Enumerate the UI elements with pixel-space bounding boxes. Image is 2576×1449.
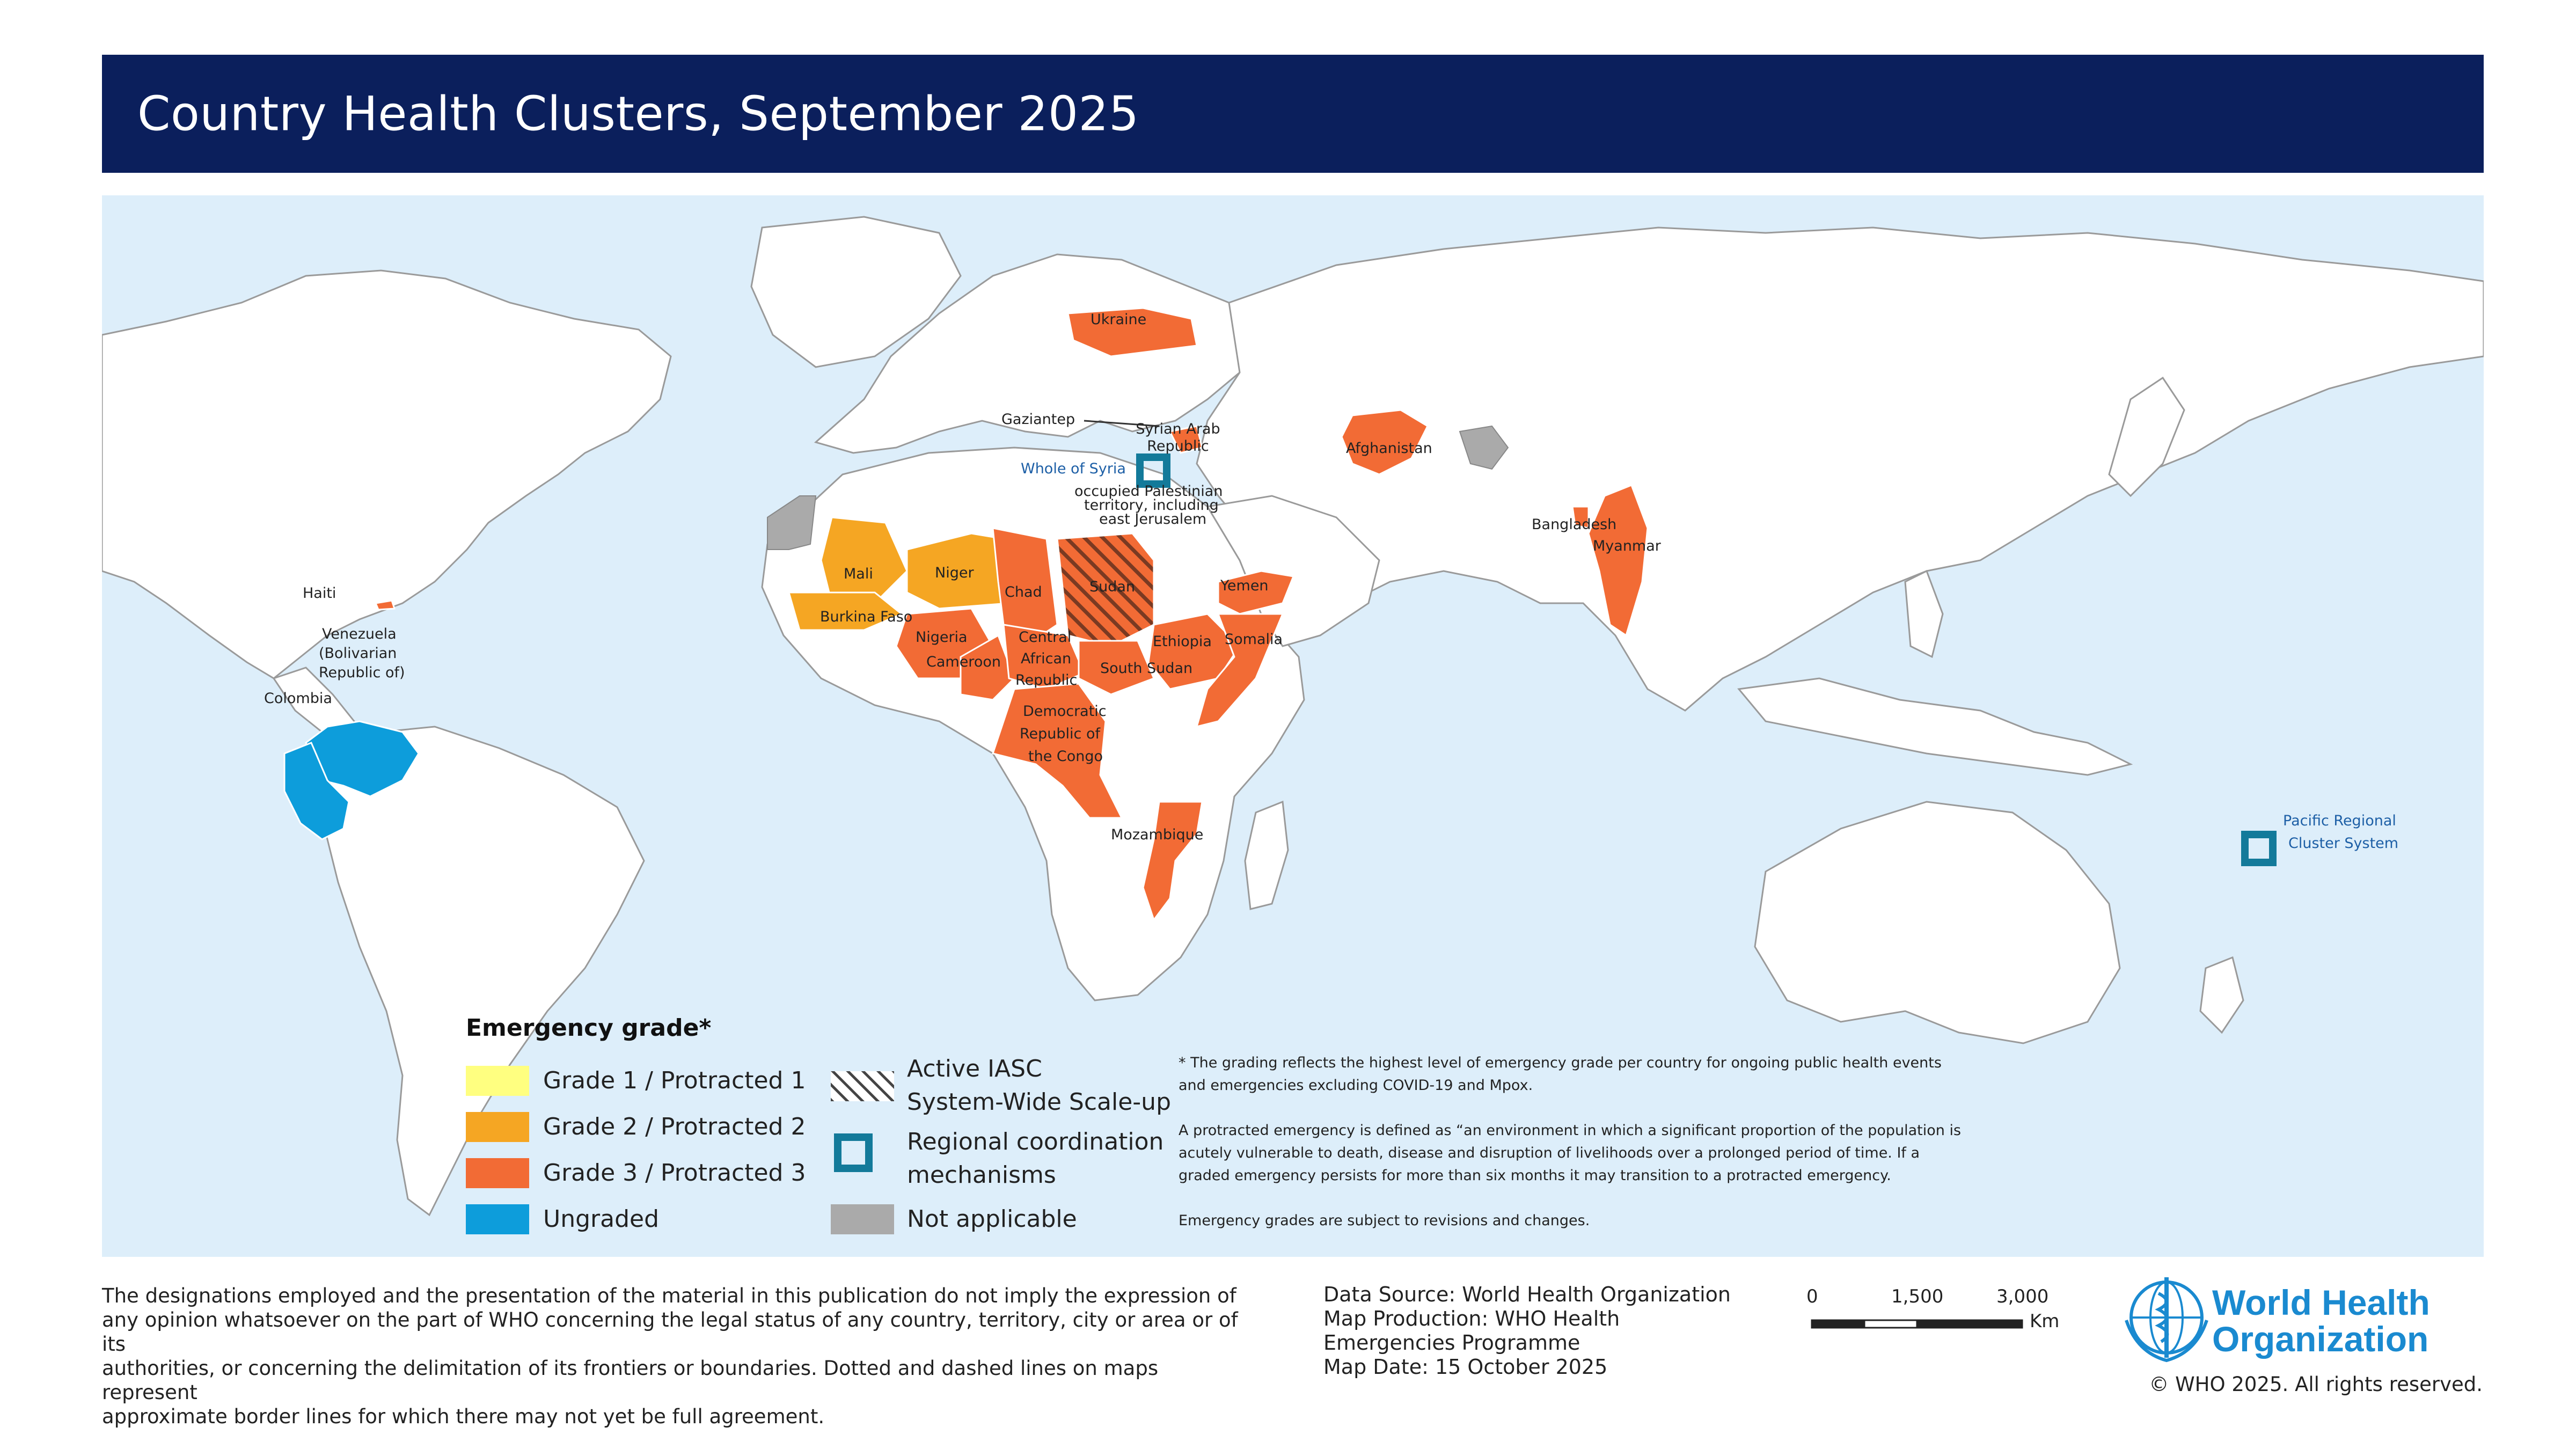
label-burkina-faso: Burkina Faso bbox=[820, 609, 913, 625]
label-nigeria: Nigeria bbox=[916, 629, 968, 646]
disclaimer-line-1: The designations employed and the presentation of the material in this publication do not imply the expression of bbox=[102, 1284, 1236, 1307]
label-niger: Niger bbox=[935, 565, 974, 581]
western-sahara-shape bbox=[767, 496, 816, 550]
scale-bar bbox=[1811, 1317, 2025, 1333]
legend-label-regional-1: Regional coordination bbox=[907, 1128, 1164, 1155]
note-protracted-line-1: A protracted emergency is defined as “an environment in which a significant proportion of the population is bbox=[1179, 1122, 1962, 1139]
label-haiti: Haiti bbox=[303, 585, 336, 602]
label-car-1: Central bbox=[1019, 629, 1072, 646]
disclaimer-line-2: any opinion whatsoever on the part of WHO concerning the legal status of any country, territory, city or area or of its bbox=[102, 1308, 1238, 1356]
madagascar-land bbox=[1245, 802, 1288, 909]
label-opt-3: east Jerusalem bbox=[1099, 511, 1207, 528]
disclaimer-line-4: approximate border lines for which there may not yet be full agreement. bbox=[102, 1405, 825, 1428]
world-map bbox=[102, 195, 2484, 1257]
label-colombia: Colombia bbox=[264, 690, 332, 707]
copyright: © WHO 2025. All rights reserved. bbox=[2149, 1373, 2483, 1396]
label-mali: Mali bbox=[844, 566, 873, 582]
credit-date: Map Date: 15 October 2025 bbox=[1323, 1355, 1608, 1379]
label-sudan: Sudan bbox=[1089, 579, 1136, 595]
scale-tick-1500: 1,500 bbox=[1891, 1286, 1944, 1307]
indonesia-land bbox=[1739, 678, 2131, 775]
philippines-land bbox=[1905, 571, 1943, 657]
who-emblem-icon bbox=[2121, 1272, 2212, 1363]
label-myanmar: Myanmar bbox=[1593, 538, 1661, 554]
legend-swatch-grade1 bbox=[466, 1066, 529, 1096]
legend-swatch-regional bbox=[834, 1133, 873, 1172]
label-car-3: Republic bbox=[1015, 672, 1078, 689]
who-name-line-2: Organization bbox=[2212, 1319, 2429, 1359]
note-grading-line-1: * The grading reflects the highest level of emergency grade per country for ongoing public health events bbox=[1179, 1055, 1942, 1071]
map-title: Country Health Clusters, September 2025 bbox=[137, 86, 1139, 142]
legend-label-grade2: Grade 2 / Protracted 2 bbox=[543, 1113, 806, 1140]
disclaimer bbox=[102, 1284, 1256, 1429]
scale-tick-0: 0 bbox=[1806, 1286, 1818, 1307]
note-protracted bbox=[1179, 1119, 2005, 1187]
legend-swatch-iasc bbox=[831, 1071, 894, 1101]
legend-label-iasc-2: System-Wide Scale-up bbox=[907, 1088, 1171, 1116]
note-revisions: Emergency grades are subject to revisions and changes. bbox=[1179, 1212, 1590, 1229]
label-yemen: Yemen bbox=[1220, 577, 1269, 594]
label-bangladesh: Bangladesh bbox=[1532, 516, 1617, 533]
note-protracted-line-3: graded emergency persists for more than six months it may transition to a protracted emergency. bbox=[1179, 1167, 1891, 1184]
pacific-regional-marker bbox=[2245, 835, 2273, 862]
legend-swatch-not-applicable bbox=[831, 1204, 894, 1234]
new-zealand-land bbox=[2200, 957, 2243, 1033]
label-chad: Chad bbox=[1005, 584, 1042, 601]
label-drc-1: Democratic bbox=[1023, 703, 1107, 720]
label-afghanistan: Afghanistan bbox=[1346, 440, 1432, 457]
note-grading-line-2: and emergencies excluding COVID-19 and Mpox. bbox=[1179, 1077, 1533, 1094]
credit-source: Data Source: World Health Organization bbox=[1323, 1283, 1731, 1306]
legend-label-grade3: Grade 3 / Protracted 3 bbox=[543, 1159, 806, 1187]
label-mozambique: Mozambique bbox=[1111, 826, 1204, 843]
credit-production-1: Map Production: WHO Health bbox=[1323, 1307, 1620, 1330]
legend-label-iasc-1: Active IASC bbox=[907, 1055, 1042, 1082]
label-pacific-2: Cluster System bbox=[2288, 835, 2399, 852]
note-grading bbox=[1179, 1052, 2005, 1097]
label-whole-of-syria: Whole of Syria bbox=[1021, 460, 1126, 477]
legend-swatch-grade2 bbox=[466, 1112, 529, 1142]
legend-title: Emergency grade* bbox=[466, 1014, 712, 1042]
label-drc-2: Republic of bbox=[1020, 726, 1101, 742]
label-ethiopia: Ethiopia bbox=[1153, 633, 1212, 650]
legend-swatch-grade3 bbox=[466, 1158, 529, 1188]
credit-production-2: Emergencies Programme bbox=[1323, 1331, 1580, 1355]
label-gaziantep: Gaziantep bbox=[1001, 411, 1075, 428]
label-syria: Syrian Arab Republic bbox=[1136, 421, 1220, 455]
label-venezuela-2: (Bolivarian bbox=[319, 645, 397, 662]
legend-swatch-ungraded bbox=[466, 1204, 529, 1234]
legend-label-ungraded: Ungraded bbox=[543, 1205, 660, 1233]
label-car-2: African bbox=[1021, 650, 1072, 667]
label-somalia: Somalia bbox=[1225, 631, 1283, 648]
label-venezuela-3: Republic of) bbox=[319, 664, 405, 681]
legend-label-grade1: Grade 1 / Protracted 1 bbox=[543, 1067, 806, 1094]
legend-label-not-applicable: Not applicable bbox=[907, 1205, 1077, 1233]
scale-unit: Km bbox=[2030, 1311, 2060, 1332]
australia-land bbox=[1755, 802, 2120, 1043]
disclaimer-line-3: authorities, or concerning the delimitation of its frontiers or boundaries. Dotted and dashed lines on maps represent bbox=[102, 1357, 1159, 1404]
legend-label-regional-2: mechanisms bbox=[907, 1161, 1056, 1189]
map-area bbox=[102, 195, 2484, 1257]
title-bar bbox=[102, 55, 2484, 173]
label-pacific-1: Pacific Regional bbox=[2283, 813, 2396, 829]
who-name-line-1: World Health bbox=[2212, 1283, 2430, 1322]
label-opt-2: territory, including bbox=[1084, 497, 1219, 514]
scale-tick-3000: 3,000 bbox=[1996, 1286, 2049, 1307]
label-south-sudan: South Sudan bbox=[1100, 660, 1193, 677]
north-america-land bbox=[102, 270, 671, 678]
note-protracted-line-2: acutely vulnerable to death, disease and disruption of livelihoods over a prolonged period of time. If a bbox=[1179, 1145, 1920, 1161]
label-venezuela-1: Venezuela bbox=[322, 626, 397, 642]
label-drc-3: the Congo bbox=[1028, 748, 1103, 765]
label-opt-1: occupied Palestinian bbox=[1074, 483, 1223, 500]
label-cameroon: Cameroon bbox=[926, 654, 1001, 670]
label-ukraine: Ukraine bbox=[1091, 311, 1147, 328]
